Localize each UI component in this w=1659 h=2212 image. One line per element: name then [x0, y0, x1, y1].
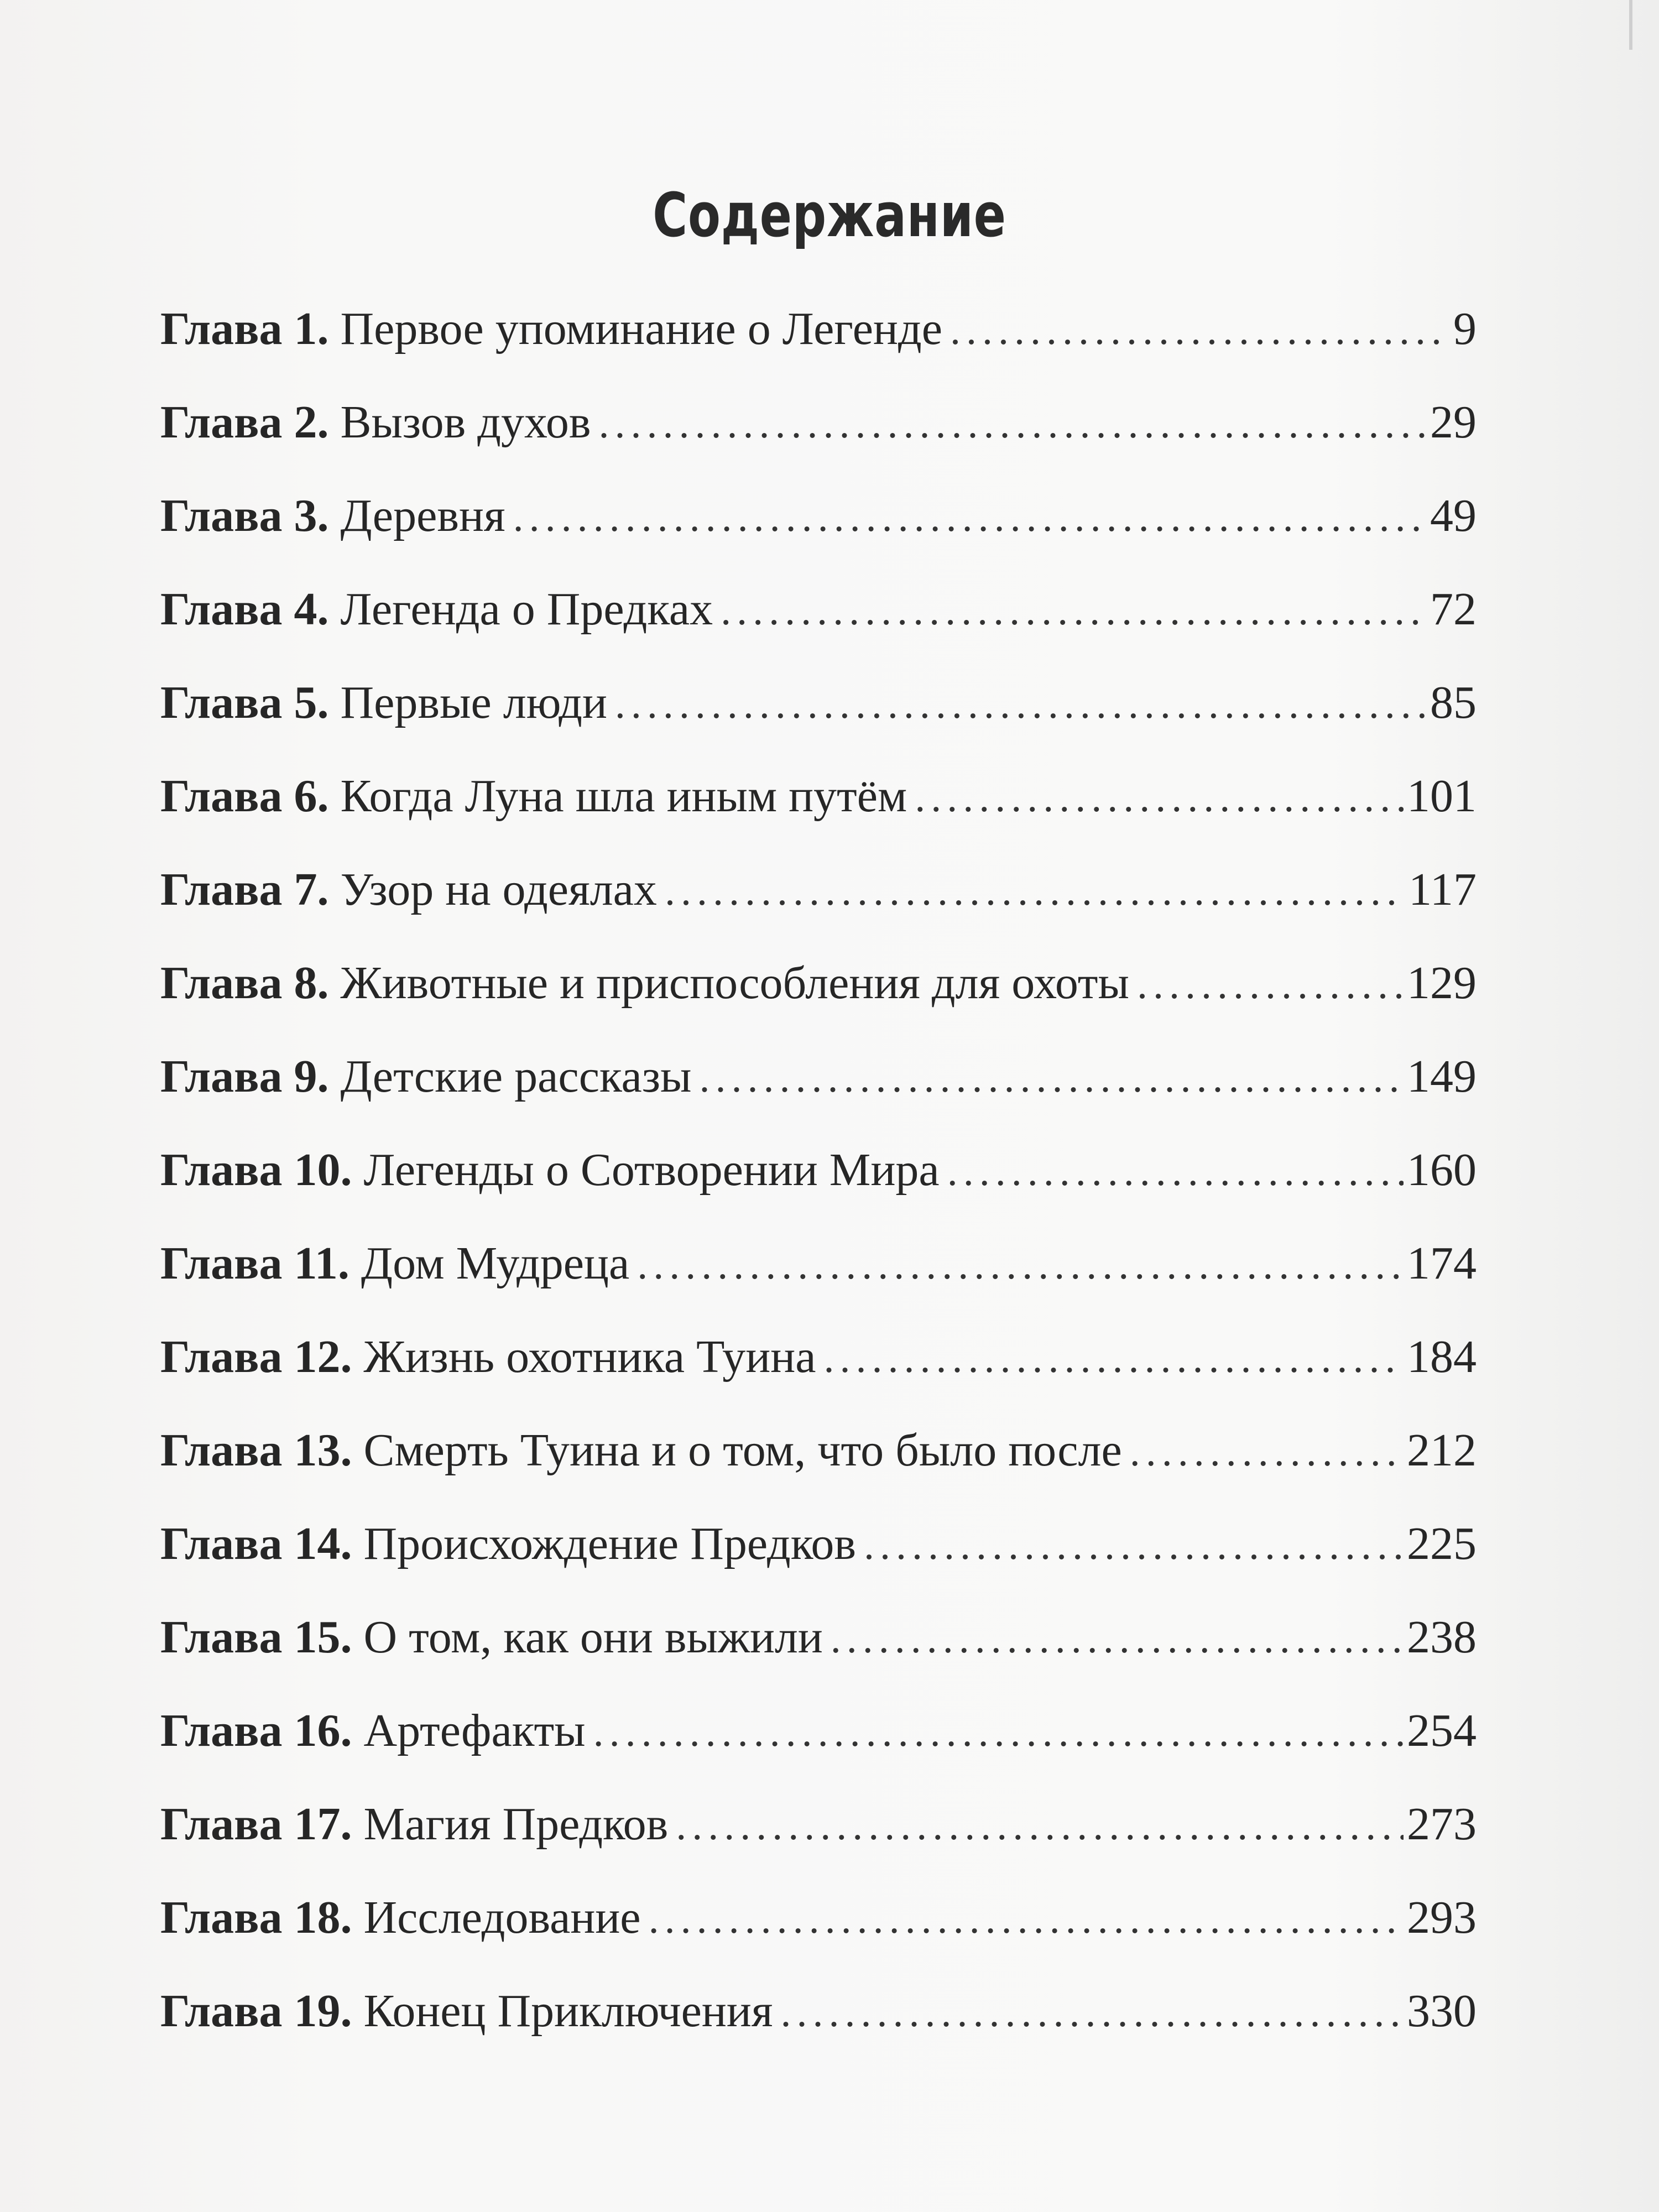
chapter-label: Глава 16. — [160, 1705, 352, 1756]
dot-leader — [864, 1509, 1404, 1564]
toc-entry — [160, 387, 1477, 458]
chapter-label: Глава 9. — [160, 1051, 329, 1102]
toc-entry — [160, 1601, 1477, 1673]
dot-leader — [721, 575, 1427, 630]
dot-leader — [649, 1883, 1404, 1938]
chapter-title: Артефакты — [363, 1705, 586, 1756]
toc-entry — [160, 1041, 1477, 1113]
chapter-page-number: 293 — [1407, 1892, 1477, 1943]
chapter-title: Первые люди — [340, 677, 607, 728]
toc-entry — [160, 1695, 1477, 1767]
chapter-label: Глава 3. — [160, 490, 329, 541]
chapter-title: Узор на одеялах — [340, 864, 657, 915]
toc-entry — [160, 1508, 1477, 1580]
chapter-page-number: 85 — [1430, 677, 1477, 728]
chapter-title: Магия Предков — [363, 1798, 669, 1850]
chapter-label: Глава 6. — [160, 770, 329, 822]
chapter-title: Животные и приспособления для охоты — [340, 957, 1129, 1009]
chapter-title: Легенды о Сотворении Мира — [363, 1144, 940, 1196]
toc-entry — [160, 1228, 1477, 1300]
chapter-title: Когда Луна шла иным путём — [340, 770, 907, 822]
chapter-page-number: 117 — [1408, 864, 1477, 915]
chapter-label: Глава 17. — [160, 1798, 352, 1850]
chapter-title: Конец Приключения — [363, 1985, 773, 2037]
chapter-page-number: 273 — [1407, 1798, 1477, 1850]
chapter-page-number: 9 — [1453, 303, 1477, 354]
chapter-page-number: 160 — [1407, 1144, 1477, 1196]
chapter-label: Глава 5. — [160, 677, 329, 728]
dot-leader — [615, 668, 1427, 723]
chapter-label: Глава 15. — [160, 1611, 352, 1663]
dot-leader — [699, 1042, 1404, 1097]
chapter-title: Деревня — [340, 490, 505, 541]
chapter-page-number: 225 — [1407, 1518, 1477, 1569]
toc-entry — [160, 1415, 1477, 1486]
chapter-page-number: 129 — [1407, 957, 1477, 1009]
chapter-title: О том, как они выжили — [363, 1611, 823, 1663]
chapter-page-number: 149 — [1407, 1051, 1477, 1102]
chapter-title: Дом Мудреца — [361, 1238, 630, 1289]
dot-leader — [823, 1322, 1404, 1378]
dot-leader — [1130, 1416, 1404, 1471]
chapter-label: Глава 13. — [160, 1425, 352, 1476]
chapter-label: Глава 10. — [160, 1144, 352, 1196]
page-title: Содержание — [653, 180, 1006, 251]
chapter-title: Жизнь охотника Туина — [363, 1331, 816, 1383]
chapter-page-number: 330 — [1407, 1985, 1477, 2037]
toc-entry — [160, 1134, 1477, 1206]
chapter-label: Глава 8. — [160, 957, 329, 1009]
chapter-label: Глава 11. — [160, 1238, 349, 1289]
dot-leader — [599, 388, 1427, 443]
chapter-label: Глава 19. — [160, 1985, 352, 2037]
chapter-page-number: 101 — [1407, 770, 1477, 822]
chapter-page-number: 72 — [1430, 583, 1477, 635]
chapter-label: Глава 7. — [160, 864, 329, 915]
chapter-page-number: 49 — [1430, 490, 1477, 541]
toc-entry — [160, 947, 1477, 1019]
dot-leader — [676, 1790, 1404, 1845]
chapter-title: Происхождение Предков — [363, 1518, 856, 1569]
dot-leader — [780, 1976, 1404, 2032]
dot-leader — [950, 294, 1450, 349]
dot-leader — [915, 761, 1404, 817]
chapter-page-number: 29 — [1430, 397, 1477, 448]
chapter-page-number: 184 — [1407, 1331, 1477, 1383]
dot-leader — [947, 1135, 1404, 1191]
chapter-title: Смерть Туина и о том, что было после — [363, 1425, 1122, 1476]
chapter-label: Глава 14. — [160, 1518, 352, 1569]
toc-entry — [160, 480, 1477, 552]
toc-entry — [160, 1882, 1477, 1954]
chapter-title: Первое упоминание о Легенде — [340, 303, 942, 354]
chapter-page-number: 174 — [1407, 1238, 1477, 1289]
chapter-label: Глава 18. — [160, 1892, 352, 1943]
dot-leader — [513, 481, 1427, 536]
chapter-title: Легенда о Предках — [340, 583, 713, 635]
chapter-label: Глава 1. — [160, 303, 329, 354]
chapter-title: Детские рассказы — [340, 1051, 692, 1102]
page-edge-mark — [1629, 0, 1632, 50]
dot-leader — [831, 1603, 1404, 1658]
toc-entry — [160, 573, 1477, 645]
dot-leader — [1137, 948, 1404, 1004]
chapter-label: Глава 2. — [160, 397, 329, 448]
chapter-page-number: 212 — [1407, 1425, 1477, 1476]
chapter-label: Глава 4. — [160, 583, 329, 635]
chapter-label: Глава 12. — [160, 1331, 352, 1383]
toc-entry — [160, 293, 1477, 365]
chapter-title: Вызов духов — [340, 397, 591, 448]
toc-entry — [160, 854, 1477, 926]
toc-entry — [160, 1321, 1477, 1393]
dot-leader — [665, 855, 1405, 910]
chapter-title: Исследование — [363, 1892, 641, 1943]
chapter-page-number: 238 — [1407, 1611, 1477, 1663]
dot-leader — [637, 1229, 1404, 1284]
dot-leader — [593, 1696, 1404, 1751]
toc-entry — [160, 1788, 1477, 1860]
chapter-page-number: 254 — [1407, 1705, 1477, 1756]
toc-entry — [160, 1975, 1477, 2047]
toc-entry — [160, 760, 1477, 832]
toc-entry — [160, 667, 1477, 739]
